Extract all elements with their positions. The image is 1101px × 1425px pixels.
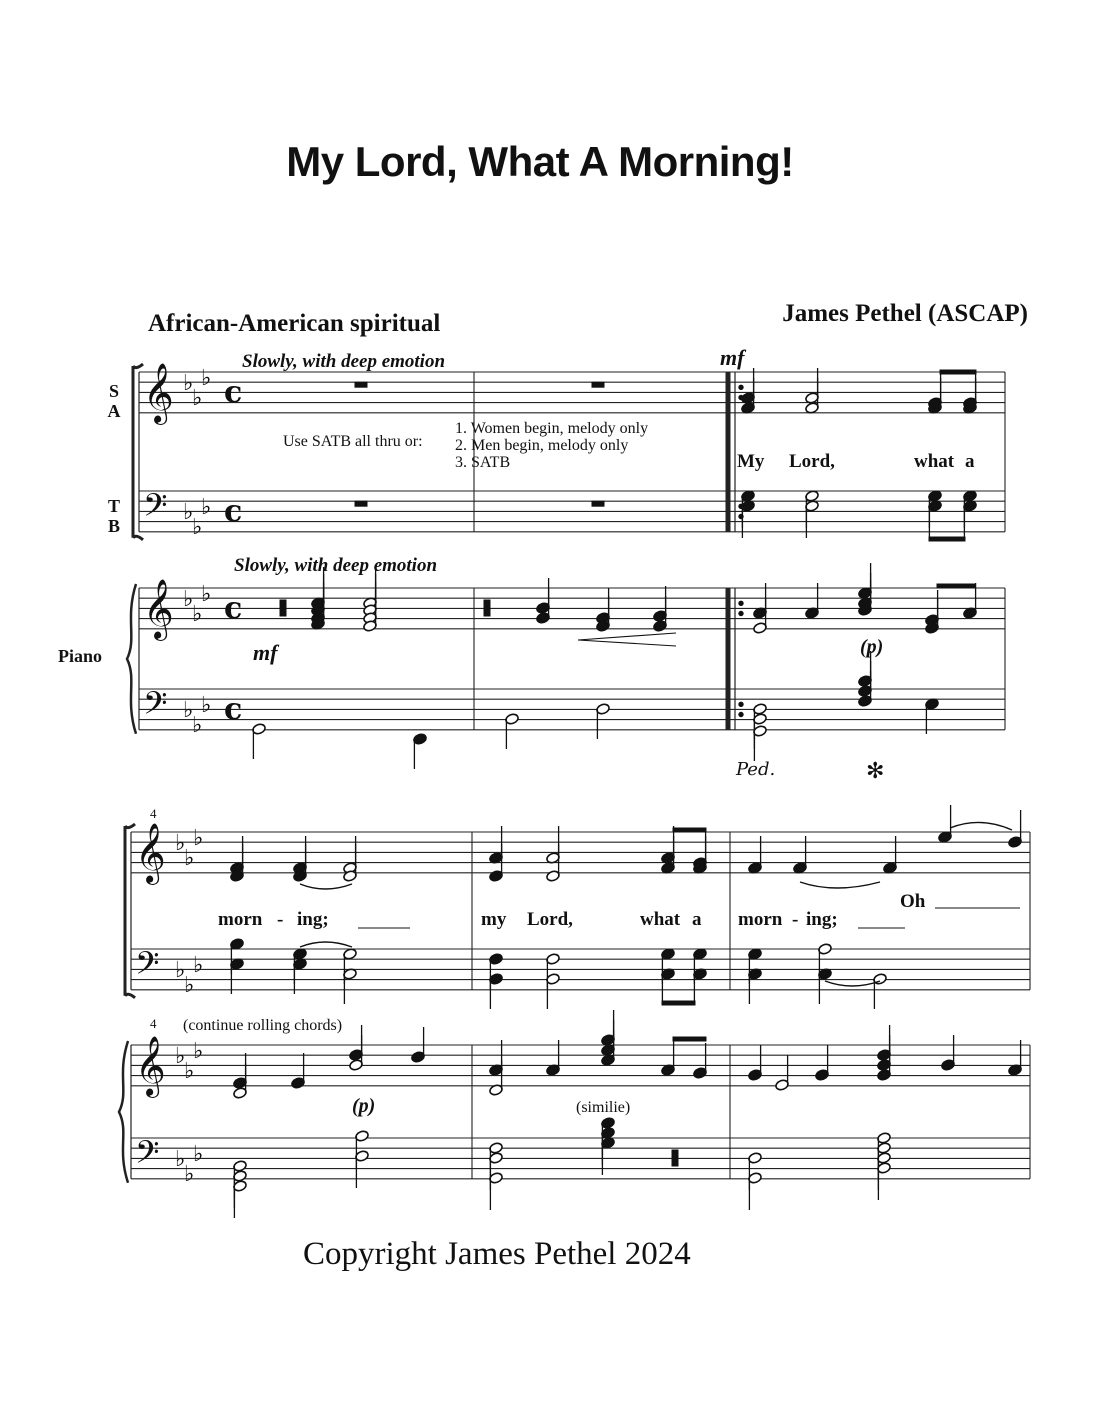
bass-label: B xyxy=(107,516,120,536)
system2-piano-rh-staff-key-flat-2: ♭ xyxy=(184,1059,195,1084)
system1-sa-staff-key-flat-1: ♭ xyxy=(183,371,194,396)
beam-tb-m3 xyxy=(929,537,965,541)
beam-rh-m5 xyxy=(673,1037,706,1041)
clefs-and-signatures xyxy=(135,363,242,1187)
system1-tb-staff-key-flat-2: ♭ xyxy=(192,515,203,540)
slur-1 xyxy=(300,884,352,889)
measure-number-choir: 4 xyxy=(150,806,157,821)
system2-piano-rh-staff-key-flat-3: ♭ xyxy=(193,1039,204,1064)
piano-note-rolling-chords: (continue rolling chords) xyxy=(183,1017,343,1034)
repeat-dot-upper-2-1 xyxy=(739,601,743,605)
system1-piano-brace xyxy=(127,584,136,734)
slur-2 xyxy=(300,942,352,947)
system2-tb-staff-key-flat-1: ♭ xyxy=(175,958,186,983)
staff-lines xyxy=(131,372,1030,1179)
time-signature-common-4: c xyxy=(224,692,243,727)
time-signature-common-2: c xyxy=(224,494,243,529)
lyric-morn-1: morn xyxy=(218,909,263,930)
system2-sa-staff-key-flat-3: ♭ xyxy=(193,826,204,851)
performance-option-2: 2. Men begin, melody only xyxy=(455,437,629,454)
system2-choir-bracket xyxy=(125,824,135,998)
decrescendo-hairpin xyxy=(578,633,676,646)
notes xyxy=(230,368,1023,1218)
system2-piano-rh-staff-key-flat-1: ♭ xyxy=(175,1044,186,1069)
system1-piano-rh-staff-key-flat-3: ♭ xyxy=(201,582,212,607)
beam-rh-m3 xyxy=(937,584,975,588)
beam-tb-m5 xyxy=(662,1001,695,1005)
tempo-marking-choir: Slowly, with deep emotion xyxy=(242,351,446,372)
repeat-dot-lower-2-1 xyxy=(739,611,743,615)
whole-rest-4 xyxy=(592,501,604,506)
beam-sa-m5 xyxy=(673,828,706,832)
system2-piano-rh-staff-treble-clef: 𝄞 xyxy=(135,1036,166,1096)
performance-note-lead: Use SATB all thru or: xyxy=(283,433,423,450)
system1-sa-staff-key-flat-3: ♭ xyxy=(201,366,212,391)
system1-piano-lh-staff-key-flat-1: ♭ xyxy=(183,698,194,723)
repeat-dot-upper-2-2 xyxy=(739,702,743,706)
system2-piano-lh-staff-key-flat-1: ♭ xyxy=(175,1147,186,1172)
system1-sa-staff-treble-clef: 𝄞 xyxy=(143,363,174,423)
tenor-label: T xyxy=(107,496,120,516)
lyric-a-2: a xyxy=(692,909,702,930)
lyric-a: a xyxy=(965,451,975,472)
performance-option-3: 3. SATB xyxy=(455,454,511,471)
system1-tb-staff-bass-clef: 𝄢 xyxy=(143,487,168,531)
system1-piano-rh-staff-key-flat-1: ♭ xyxy=(183,587,194,612)
system2-tb-staff-key-flat-2: ♭ xyxy=(184,973,195,998)
system1-tb-staff-key-flat-3: ♭ xyxy=(201,495,212,520)
tempo-marking-piano: Slowly, with deep emotion xyxy=(234,555,438,576)
lyric-ing-2: ing; xyxy=(806,909,838,930)
system2-sa-staff-treble-clef: 𝄞 xyxy=(135,823,166,883)
lyric-morn-2: morn xyxy=(738,909,783,930)
system1-piano-lh-staff-bass-clef: 𝄢 xyxy=(143,685,168,729)
system1-tb-staff-key-flat-1: ♭ xyxy=(183,500,194,525)
lyric-oh: Oh xyxy=(900,891,926,912)
system1-piano-lh-staff-key-flat-3: ♭ xyxy=(201,693,212,718)
dynamic-mf-choir: mf xyxy=(720,345,745,370)
soprano-label: S xyxy=(108,381,119,401)
system2-tb-staff-bass-clef: 𝄢 xyxy=(135,945,160,989)
composer-credit: James Pethel (ASCAP) xyxy=(782,300,1028,327)
system2-sa-staff-key-flat-1: ♭ xyxy=(175,831,186,856)
dynamic-p-piano-2: (p) xyxy=(352,1095,376,1117)
whole-rest-3 xyxy=(355,501,367,506)
quarter-rest-rh-m2 xyxy=(484,600,490,616)
beam-sa-m3 xyxy=(940,370,976,374)
slur-3 xyxy=(800,882,880,888)
alto-label: A xyxy=(107,401,121,421)
piano-note-simile: (similie) xyxy=(576,1099,631,1116)
copyright-notice: Copyright James Pethel 2024 xyxy=(303,1236,691,1272)
origin-credit: African-American spiritual xyxy=(148,310,441,337)
lyric-ing-1: ing; xyxy=(297,909,329,930)
whole-rest-1 xyxy=(355,382,367,387)
time-signature-common-3: c xyxy=(224,591,243,626)
system2-piano-lh-staff-key-flat-3: ♭ xyxy=(193,1142,204,1167)
barlines xyxy=(119,364,1030,1183)
performance-option-1: 1. Women begin, melody only xyxy=(455,420,649,437)
lyric-my: My xyxy=(737,451,765,472)
system1-piano-rh-staff-treble-clef: 𝄞 xyxy=(143,579,174,639)
lyric-lord: Lord, xyxy=(789,451,835,472)
slur-4 xyxy=(825,981,880,986)
lyric-my-2: my xyxy=(481,909,507,930)
lyric-hyphen-2: - xyxy=(792,909,799,930)
quarter-rest-lh-m5 xyxy=(672,1150,678,1166)
system2-tb-staff-key-flat-3: ♭ xyxy=(193,953,204,978)
system1-sa-staff-key-flat-2: ♭ xyxy=(192,386,203,411)
system2-piano-lh-staff-bass-clef: 𝄢 xyxy=(135,1134,160,1178)
lyric-what-2: what xyxy=(640,909,681,930)
pedal-down-marking: Ped. xyxy=(736,759,776,780)
quarter-rest-rh-m1 xyxy=(280,600,286,616)
piano-label: Piano xyxy=(58,646,103,666)
lyric-hyphen-1: - xyxy=(277,909,284,930)
repeat-dot-lower-2-2 xyxy=(739,712,743,716)
lyric-what: what xyxy=(914,451,955,472)
page-title: My Lord, What A Morning! xyxy=(286,138,794,185)
repeat-dot-upper-1-1 xyxy=(739,385,743,389)
dynamic-p-piano-1: (p) xyxy=(860,636,884,658)
system1-choir-bracket xyxy=(133,364,143,540)
system1-piano-lh-staff-key-flat-2: ♭ xyxy=(192,713,203,738)
slurs-and-extenders xyxy=(300,633,1020,986)
system2-piano-lh-staff-key-flat-2: ♭ xyxy=(184,1162,195,1187)
system1-piano-rh-staff-key-flat-2: ♭ xyxy=(192,602,203,627)
whole-rest-2 xyxy=(592,382,604,387)
system2-sa-staff-key-flat-2: ♭ xyxy=(184,846,195,871)
system2-piano-brace xyxy=(119,1041,128,1183)
measure-number-piano: 4 xyxy=(150,1016,157,1031)
pedal-release-marking: ✻ xyxy=(866,758,885,783)
time-signature-common-1: c xyxy=(224,375,243,410)
slur-5 xyxy=(950,822,1012,830)
lyric-lord-2: Lord, xyxy=(527,909,573,930)
dynamic-mf-piano: mf xyxy=(253,640,278,665)
